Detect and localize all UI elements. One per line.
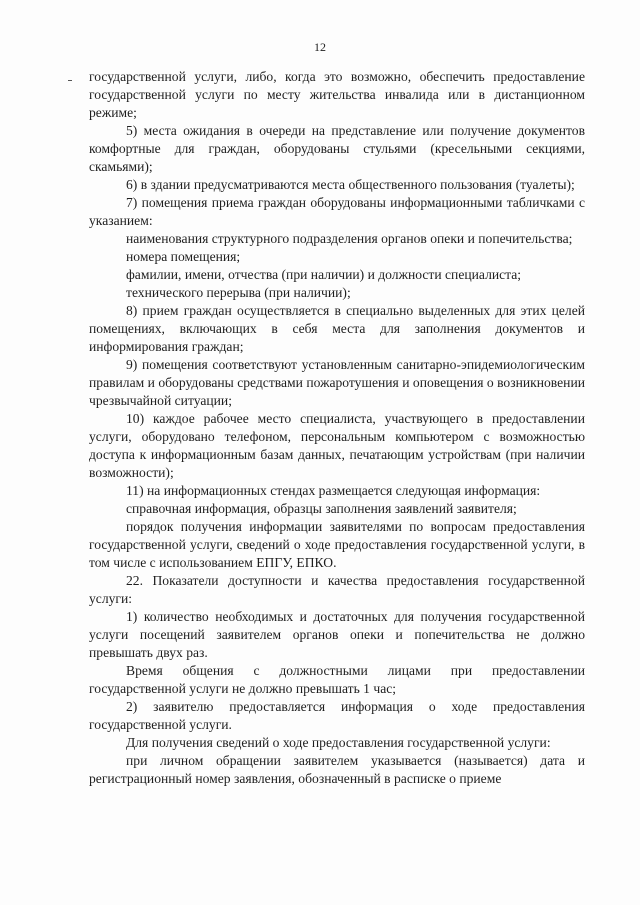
paragraph: государственной услуги, либо, когда это возможно, обеспечить предоставление государственной услуги по месту жительства инвалида или в дистанционном режиме; — [89, 69, 585, 120]
paragraph: Время общения с должностными лицами при предоставлении государственной услуги не должно превышать 1 час; — [89, 663, 585, 696]
paragraph: наименования структурного подразделения органов опеки и попечительства; — [126, 231, 573, 246]
paragraph: при личном обращении заявителем указывается (называется) дата и регистрационный номер заявления, обозначенный в расписке о приеме — [89, 753, 585, 786]
paragraph: 2) заявителю предоставляется информация о ходе предоставления государственной услуги. — [89, 699, 585, 732]
paragraph: 9) помещения соответствуют установленным санитарно-эпидемиологическим правилам и оборудованы средствами пожаротушения и оповещения о возникновении чрезвычайной ситуации; — [89, 357, 585, 408]
paragraph: 5) места ожидания в очереди на представление или получение документов комфортные для граждан, оборудованы стульями (кресельными секциями, скамьями); — [89, 123, 585, 174]
paragraph: 6) в здании предусматриваются места общественного пользования (туалеты); — [126, 177, 575, 192]
paragraph: технического перерыва (при наличии); — [126, 285, 351, 300]
paragraph: фамилии, имени, отчества (при наличии) и должности специалиста; — [126, 267, 522, 282]
paragraph: 22. Показатели доступности и качества предоставления государственной услуги: — [89, 573, 585, 606]
paragraph: 1) количество необходимых и достаточных для получения государственной услуги посещений заявителем органов опеки и попечительства не должно превышать двух раз. — [89, 609, 585, 660]
paragraph: справочная информация, образцы заполнения заявлений заявителя; — [126, 501, 517, 516]
paragraph: 8) прием граждан осуществляется в специально выделенных для этих целей помещениях, включающих в себя места для заполнения документов и информирования граждан; — [89, 303, 585, 354]
page-number: 12 — [314, 40, 326, 54]
document-body — [89, 68, 585, 788]
scan-mark — [68, 80, 72, 81]
paragraph: 7) помещения приема граждан оборудованы информационными табличками с указанием: — [89, 195, 585, 228]
paragraph: номера помещения; — [126, 249, 241, 264]
paragraph: 10) каждое рабочее место специалиста, участвующего в предоставлении услуги, оборудовано телефоном, персональным компьютером с возможностью доступа к информационным базам данных, печатающим устройствам (при наличии возможности); — [89, 411, 585, 480]
paragraph: порядок получения информации заявителями по вопросам предоставления государственной услуги, сведений о ходе предоставления государственной услуги, в том числе с использованием ЕПГУ, ЕПКО. — [89, 519, 585, 570]
paragraph: Для получения сведений о ходе предоставления государственной услуги: — [126, 735, 551, 750]
paragraph: 11) на информационных стендах размещается следующая информация: — [126, 483, 541, 498]
